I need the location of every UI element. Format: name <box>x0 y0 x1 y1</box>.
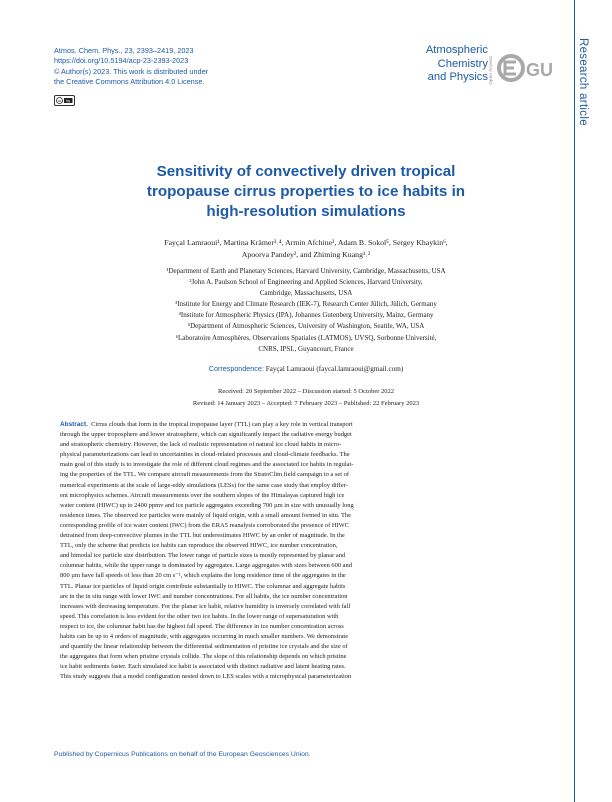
abstract-line: main goal of this study is to investigate the role of different cloud regimes and the associated ice habits in regulat- <box>60 461 354 469</box>
affiliation-line: Cambridge, Massachusetts, USA <box>259 289 353 298</box>
citation: Atmos. Chem. Phys., 23, 2393–2419, 2023 <box>54 46 194 55</box>
abstract-line: TTL. Planar ice particles of liquid origin contribute substantially to HIWC. The columnar and aggregate habits <box>60 582 346 590</box>
abstract-line: ent microphysics schemes. Aircraft measurements over the southern slopes of the Himalayas captured high ice <box>60 491 345 499</box>
affiliations <box>70 266 542 355</box>
abstract <box>60 420 556 682</box>
abstract-line: physical parameterizations can lead to uncertainties in cloud-related processes and cloud-climate feedbacks. The <box>60 451 350 459</box>
abstract-line: and bimodal ice particle size distribution. The lower range of particle sizes is mostly represented by planar and <box>60 552 346 560</box>
abstract-line: the aggregates that form when pristine crystals collide. The slope of this relationship depends on which pristine <box>60 653 347 661</box>
article-meta <box>54 46 314 88</box>
affiliation-line: ⁶Laboratoire Atmosphères, Observations Spatiales (LATMOS), UVSQ, Sorbonne Université, <box>175 333 437 342</box>
journal-name-line1: Atmospheric <box>425 44 488 56</box>
abstract-line: respect to ice, the columnar habit has the highest fall speed. The difference in ice number concentration across <box>60 622 344 630</box>
correspondence-label: Correspondence: <box>208 364 264 373</box>
abstract-line: detrained from deep-convective plumes in the TTL but underestimates HIWC by an order of magnitude. In the <box>60 532 345 540</box>
affiliation-line: ³Institute for Energy and Climate Research (IEK-7), Research Center Jülich, Jülich, Germany <box>175 300 437 309</box>
affiliation-line: ²John A. Paulson School of Engineering and Applied Sciences, Harvard University, <box>189 278 423 287</box>
abstract-line: ice habit sediments faster. Each simulated ice habit is associated with distinct radiative and latent heating rates. <box>60 663 346 671</box>
abstract-line: water content (HIWC) up to 2400 ppmv and ice particle aggregates exceeding 700 µm in size with unusually long <box>60 501 354 509</box>
correspondence <box>70 364 542 373</box>
journal-name-line3: and Physics <box>427 71 488 83</box>
open-access-label: Open Access <box>488 56 493 85</box>
author-list <box>90 237 522 261</box>
abstract-line: through the upper troposphere and lower stratosphere, which can significantly impact the radiative energy budget <box>60 431 352 439</box>
abstract-line: and stratospheric chemistry. However, the lack of realistic representation of natural ice cloud habits in micro- <box>60 441 342 449</box>
history-dates <box>70 386 542 409</box>
article-type-label: Research article <box>577 38 589 126</box>
journal-name-line2: Chemistry <box>437 57 488 70</box>
cc-license-icon[interactable] <box>54 95 75 106</box>
abstract-line: speed. This correlation is less evident for the other two ice habits. In the lower range of supersaturation with <box>60 612 339 620</box>
title-line: tropopause cirrus properties to ice habits in <box>146 183 466 201</box>
affiliation-line: ⁵Department of Atmospheric Sciences, University of Washington, Seattle, WA, USA <box>187 322 425 331</box>
abstract-line: 800 µm have fall speeds of less than 20 cm s⁻¹, which explains the long residence time of the aggregates in the <box>60 572 346 580</box>
doi-link[interactable]: https://doi.org/10.5194/acp-23-2393-2023 <box>54 56 189 66</box>
svg-text:cc: cc <box>57 99 62 103</box>
dates-line: Revised: 14 January 2023 – Accepted: 7 February 2023 – Published: 22 February 2023 <box>192 399 420 407</box>
dates-line: Received: 20 September 2022 – Discussion started: 5 October 2022 <box>217 388 394 395</box>
title-line: high-resolution simulations <box>206 203 406 221</box>
abstract-line: Abstract. Cirrus clouds that form in the tropical tropopause layer (TTL) can play a key role in vertical transport <box>60 421 353 428</box>
abstract-line: This study suggests that a model configuration nested down to LES scales with a microphysical parameterization <box>60 673 352 681</box>
affiliation-line: ⁴Institute for Atmospheric Physics (IPA), Johannes Gutenberg University, Mainz, Germany <box>178 311 434 320</box>
abstract-line: numerical experiments at the scale of large-eddy simulations (LESs) for the same case study that employ differ- <box>60 481 348 489</box>
abstract-line: increases with decreasing temperature. For the planar ice habit, relative humidity is inversely correlated with fall <box>60 602 351 610</box>
abstract-line: are in the in situ range with lower IWC and number concentrations. For all habits, the ice number concentration <box>60 592 348 600</box>
journal-name[interactable] <box>392 44 488 85</box>
abstract-line: ing the properties of the TTL. We compare aircraft measurements from the StratoClim field campaign to a set of <box>60 471 350 479</box>
abstract-line: TTL, only the scheme that predicts ice habits can reproduce the observed HIWC, ice number concentration, <box>60 542 338 550</box>
abstract-heading: Abstract. <box>60 421 88 428</box>
abstract-line: residence times. The observed ice particles were mainly of liquid origin, with a small amount formed in situ. The <box>60 511 351 519</box>
affiliation-line: CNRS, IPSL, Guyancourt, France <box>258 344 354 353</box>
abstract-line: columnar habits, while the upper range is dominated by aggregates. Large aggregates with sizes between 600 and <box>60 562 352 570</box>
title-line: Sensitivity of convectively driven tropical <box>156 163 456 180</box>
license-link[interactable]: the Creative Commons Attribution 4.0 License. <box>54 77 205 87</box>
egu-logo-icon <box>496 52 556 91</box>
copyright-line: © Author(s) 2023. This work is distributed under <box>54 66 209 76</box>
affiliation-line: ¹Department of Earth and Planetary Sciences, Harvard University, Cambridge, Massachusetts, USA <box>166 267 446 275</box>
svg-text:by: by <box>66 99 71 103</box>
authors-line: Fayçal Lamraoui¹, Martina Krämer³˒⁴, Armin Afchine³, Adam B. Sokol⁵, Sergey Khaykin⁶, <box>164 238 448 247</box>
authors-line: Apoorva Pandey², and Zhiming Kuang¹˒² <box>241 250 371 260</box>
publisher-footer: Published by Copernicus Publications on behalf of the European Geosciences Union. <box>54 751 311 758</box>
paper-title <box>100 162 512 223</box>
margin-rule <box>574 0 575 802</box>
abstract-line: corresponding profile of ice water content (IWC) from the ERA5 reanalysis corroborated the presence of HIWC <box>60 521 350 529</box>
correspondence-email[interactable]: Fayçal Lamraoui (faycal.lamraoui@gmail.com) <box>265 365 404 373</box>
abstract-line: habits can be up to 4 orders of magnitude, with aggregates occurring in much smaller numbers. We demonstrate <box>60 632 349 640</box>
svg-text:GU: GU <box>526 60 553 80</box>
abstract-line: and quantify the linear relationship between the differential sedimentation of pristine ice crystals and the size of <box>60 643 348 651</box>
